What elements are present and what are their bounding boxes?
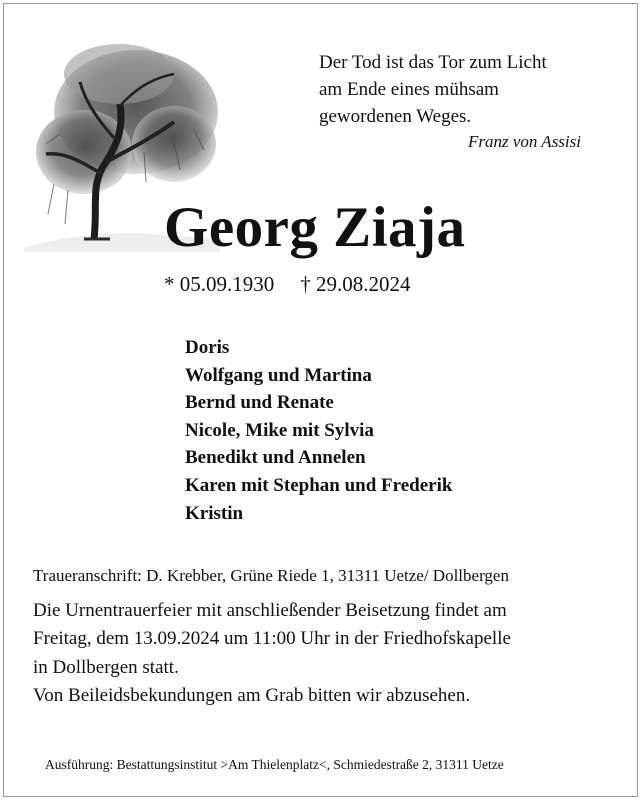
ceremony-line-1: Die Urnentrauerfeier mit anschließender Beisetzung findet am (33, 600, 507, 621)
mourner-name: Bernd und Renate (185, 392, 334, 414)
mourning-address: Traueranschrift: D. Krebber, Grüne Riede 1, 31311 Uetze/ Dollbergen (33, 566, 509, 585)
quote-line-3: gewordenen Weges. (319, 106, 472, 127)
death-date: † 29.08.2024 (300, 272, 411, 296)
quote-line-2: am Ende eines mühsam (319, 79, 499, 100)
ceremony-line-3: in Dollbergen statt. (33, 656, 179, 678)
deceased-name: Georg Ziaja (164, 196, 466, 259)
mourner-name: Kristin (185, 502, 244, 524)
birth-date: * 05.09.1930 (164, 272, 275, 296)
quote-author: Franz von Assisi (467, 132, 581, 151)
mourner-name: Karen mit Stephan und Frederik (185, 474, 453, 496)
ceremony-line-4: Von Beileidsbekundungen am Grab bitten wir abzusehen. (33, 685, 471, 707)
funeral-home-credit: Ausführung: Bestattungsinstitut >Am Thielenplatz<, Schmiedestraße 2, 31311 Uetze (45, 757, 504, 772)
ceremony-line-2: Freitag, dem 13.09.2024 um 11:00 Uhr in der Friedhofskapelle (33, 628, 511, 650)
mourner-name: Benedikt und Annelen (185, 447, 366, 469)
mourners-list (185, 334, 545, 527)
quote-line-1: Der Tod ist das Tor zum Licht (319, 52, 547, 73)
mourner-name: Nicole, Mike mit Sylvia (185, 419, 374, 441)
life-dates (164, 270, 504, 298)
mourner-name: Wolfgang und Martina (185, 364, 372, 386)
mourner-name: Doris (185, 337, 230, 358)
ceremony-info (33, 597, 633, 711)
memorial-quote (319, 49, 619, 153)
